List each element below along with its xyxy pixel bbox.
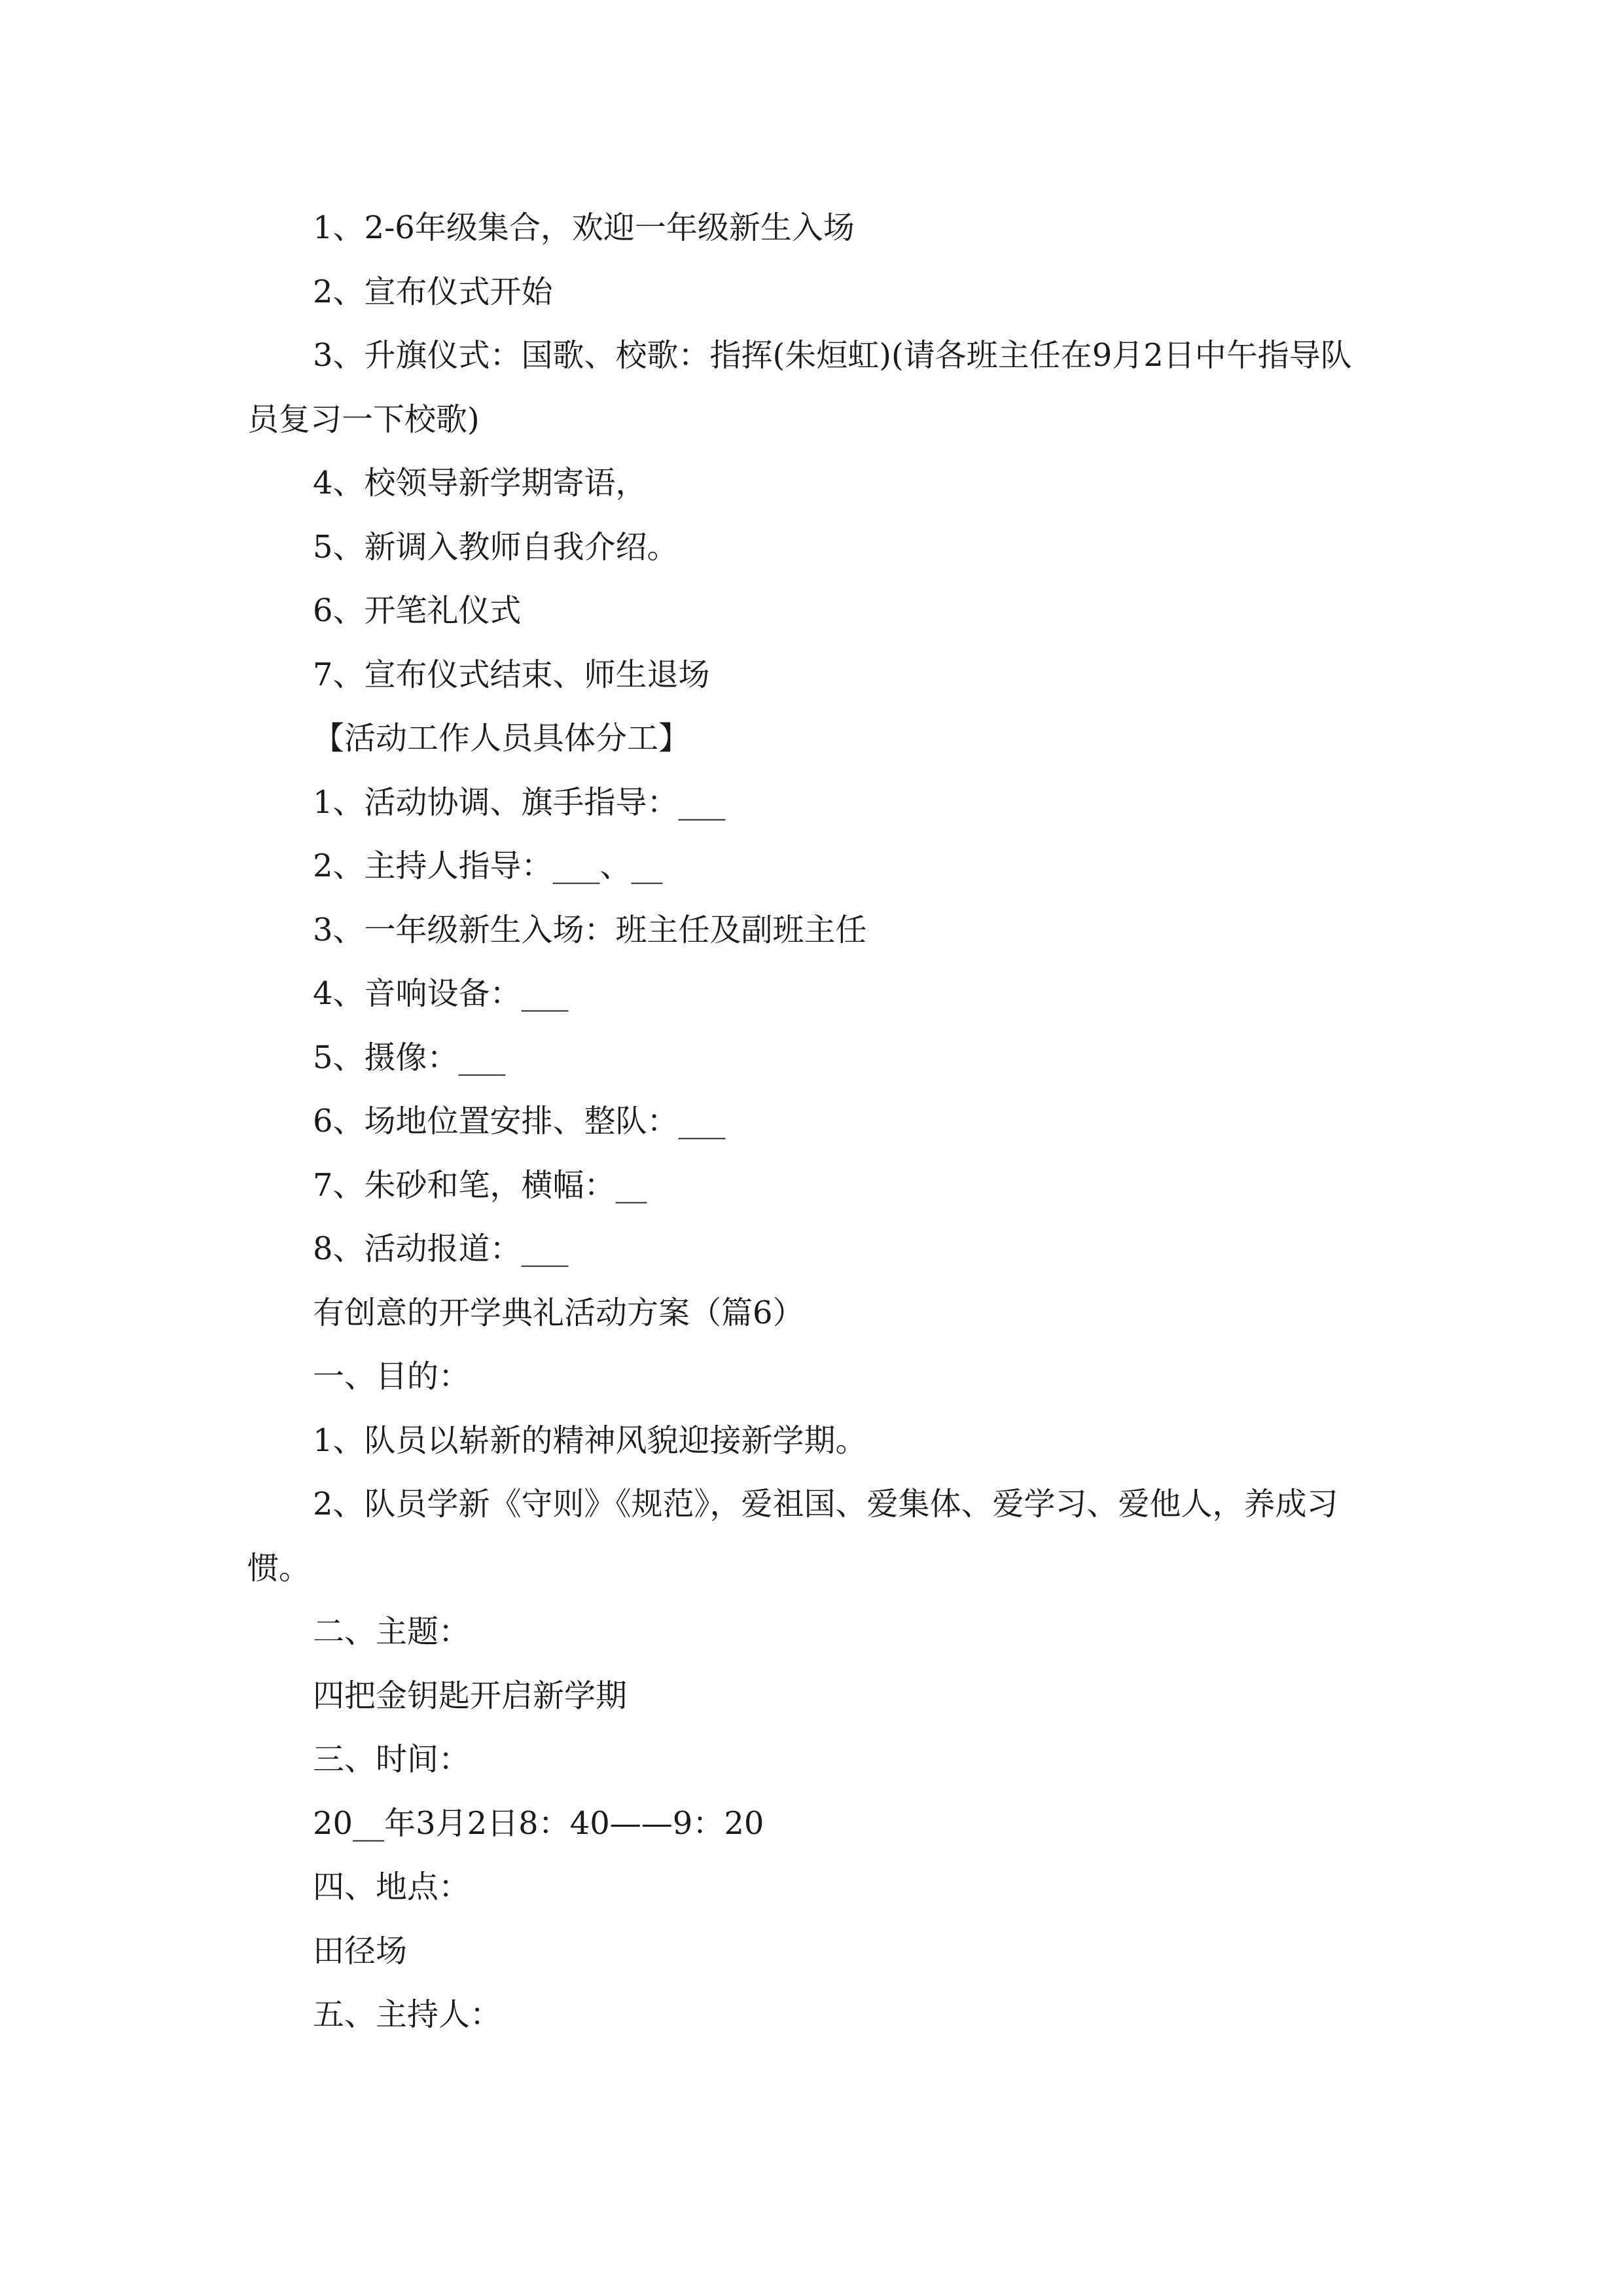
paragraph: 3、升旗仪式：国歌、校歌：指挥(朱烜虹)(请各班主任在9月2日中午指导队员复习一下校歌): [247, 337, 1352, 438]
paragraph: 1、2-6年级集合，欢迎一年级新生入场: [313, 209, 855, 246]
paragraph: 2、主持人指导：___、__: [313, 848, 663, 884]
section-heading: 五、主持人：: [313, 1996, 502, 2033]
section-title: 有创意的开学典礼活动方案（篇6）: [313, 1294, 804, 1331]
document-body: [247, 196, 1380, 2047]
paragraph: 田径场: [313, 1932, 408, 1969]
section-heading: 一、目的：: [313, 1358, 471, 1395]
paragraph: 7、宣布仪式结束、师生退场: [313, 656, 710, 693]
paragraph: 1、队员以崭新的精神风貌迎接新学期。: [313, 1422, 867, 1459]
section-heading: 二、主题：: [313, 1613, 471, 1650]
paragraph: 2、队员学新《守则》《规范》，爱祖国、爱集体、爱学习、爱他人，养成习惯。: [247, 1486, 1338, 1587]
paragraph: 4、校领导新学期寄语，: [313, 465, 647, 501]
paragraph: 7、朱砂和笔，横幅：__: [313, 1166, 647, 1204]
paragraph: 20__年3月2日8：40——9：20: [313, 1804, 764, 1842]
section-heading: 四、地点：: [313, 1869, 471, 1905]
paragraph: 4、音响设备：___: [313, 975, 569, 1012]
section-heading: 三、时间：: [313, 1741, 471, 1778]
paragraph: 6、开笔礼仪式: [313, 592, 522, 629]
paragraph: 2、宣布仪式开始: [313, 273, 553, 310]
paragraph: 5、摄像：___: [313, 1039, 506, 1076]
paragraph: 3、一年级新生入场：班主任及副班主任: [313, 911, 867, 948]
paragraph: 5、新调入教师自我介绍。: [313, 528, 679, 565]
paragraph: 1、活动协调、旗手指导：___: [313, 783, 726, 821]
paragraph: 8、活动报道：___: [313, 1230, 569, 1267]
section-heading: 【活动工作人员具体分工】: [313, 720, 690, 757]
paragraph: 6、场地位置安排、整队：___: [313, 1103, 726, 1139]
paragraph: 四把金钥匙开启新学期: [313, 1677, 628, 1714]
